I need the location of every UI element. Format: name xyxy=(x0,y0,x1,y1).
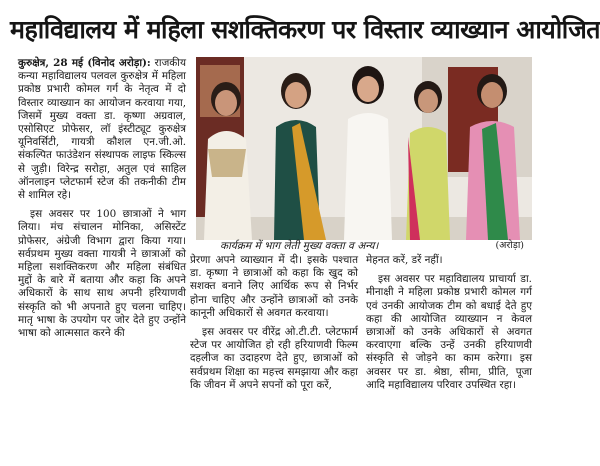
article-paragraph: इस अवसर पर महाविद्यालय प्राचार्या डा. मीनाक्षी ने महिला प्रकोष्ठ प्रभारी कोमल गर्ग एवं उनकी आयोजक टीम को बधाई देते हुए कहा की आयोजित व्याख्यान न केवल छात्राओं को उनके अधिकारों से अवगत करवाएगा बल्कि उन्हें उनकी हरियाणवी संस्कृति से जोड़ने का काम करेगा। इस अवसर पर डा. श्रेष्ठा, सीमा, प्रीति, पूजा आदि महाविद्यालय परिवार उपस्थित रहा। xyxy=(366,273,532,391)
caption-text: कार्यक्रम में भाग लेती मुख्य वक्ता व अन्य। xyxy=(220,240,379,252)
group-photo-image xyxy=(196,57,532,240)
article-paragraph xyxy=(18,57,186,202)
headline: महाविद्यालय में महिला सशक्तिकरण पर विस्तार व्याख्यान आयोजित xyxy=(10,15,600,44)
event-photo xyxy=(196,57,532,240)
article-column-left xyxy=(18,57,186,463)
article-paragraph: प्रेरणा अपने व्याख्यान में दी। इसके पश्चात डा. कृष्णा ने छात्राओं को कहा कि खुद को सशक्त बनाने लिए आर्थिक रूप से निर्भर होना चाहिए और उन्होंने छात्राओं को उनके कानूनी अधिकारों से अवगत करवाया। xyxy=(190,254,358,319)
article-column-middle xyxy=(190,254,358,463)
article-column-right xyxy=(366,254,532,463)
article-paragraph: इस अवसर पर वीरेंद्र ओ.टी.टी. प्लेटफार्म स्टेज पर आयोजित हो रही हरियाणवी फिल्म दहलीज का उदाहरण देते हुए, छात्राओं को सर्वप्रथम शिक्षा का महत्त्व समझाया और कहा कि जीवन में अपने सपनों को पूरा करें, xyxy=(190,326,358,391)
photo-credit: (अरोड़ा) xyxy=(495,240,524,251)
article-paragraph: मेहनत करें, डरें नहीं। xyxy=(366,254,443,266)
paragraph-text: राजकीय कन्या महाविद्यालय पलवल कुरुक्षेत्र में महिला प्रकोष्ठ प्रभारी कोमल गर्ग के नेतृत्व में दो विस्तार व्याख्यान का आयोजन करवाया गया, जिसमें मुख्य वक्ता डा. कृष्णा अग्रवाल, एसोसिएट प्रोफेसर, लॉ इंस्टीट्यूट कुरुक्षेत्र यूनिवर्सिटी, गायत्री कौशल एन.जी.ओ. संकल्पित फाउंडेशन संस्थापक लाइफ स्किल्स से जुड़ी। विरेन्द्र सरोहा, अतुल एवं साहिल ऑनलाइन प्लेटफार्म स्टेज की तकनीकी टीम से शामिल रहे। xyxy=(18,57,186,202)
dateline: कुरुक्षेत्र, 28 मई (विनोद अरोड़ा): xyxy=(18,57,151,69)
article-paragraph: इस अवसर पर 100 छात्राओं ने भाग लिया। मंच संचालन मोनिका, असिस्टेंट प्रोफेसर, अंग्रेजी विभाग द्वारा किया गया। सर्वप्रथम मुख्य वक्ता गायत्री ने छात्राओं को महिला सशक्तिकरण और महिला संबंधित मुद्दों के बारे में बताया और कहा कि अपने अधिकारों के साथ साथ अपनी हरियाणवी संस्कृति को भी अपनाते हुए चलना चाहिए। मातृ भाषा के उपयोग पर जोर देते हुए उन्होंने भाषा को आत्मसात करने की xyxy=(18,208,186,340)
photo-caption xyxy=(196,238,532,254)
